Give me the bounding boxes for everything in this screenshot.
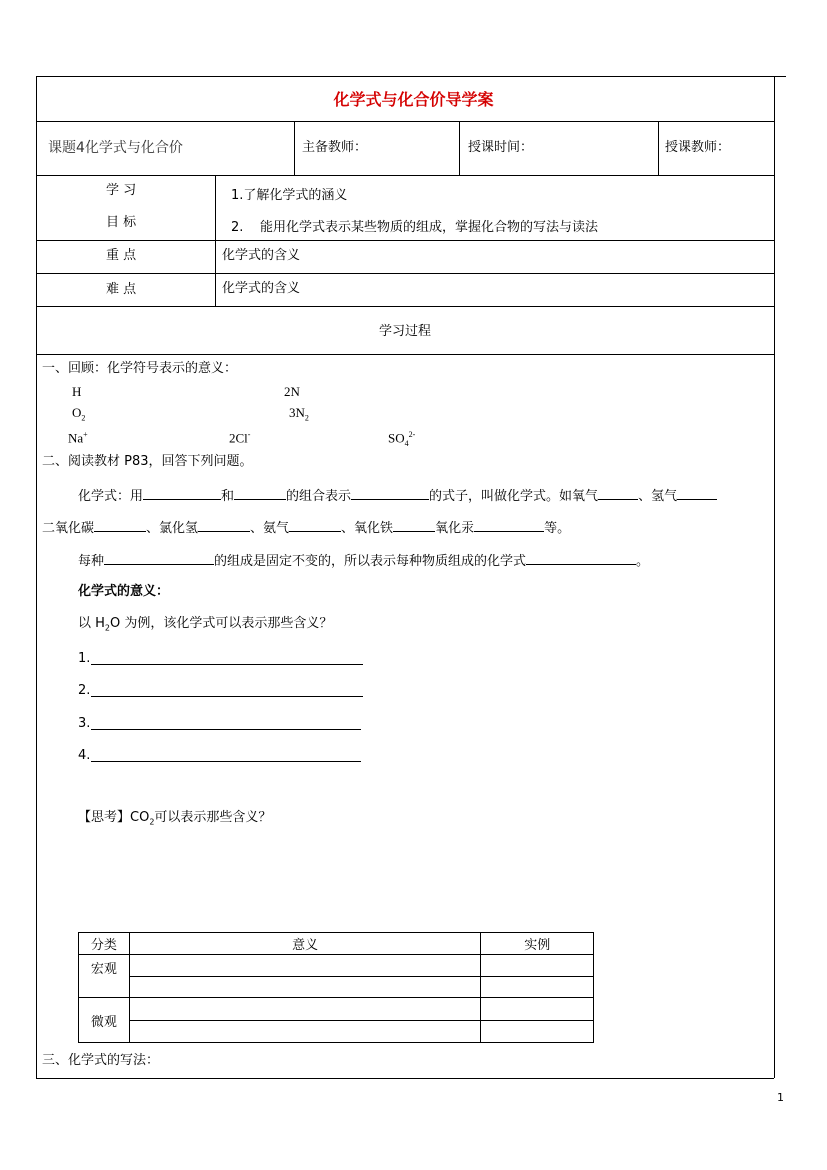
subscript: 2 (104, 623, 111, 633)
text-fragment: 的式子，叫做化学式。如氧气 (429, 489, 599, 504)
row-divider (36, 354, 774, 355)
goal-item-2-num: 2. (231, 220, 244, 235)
fill-blank[interactable] (526, 551, 636, 565)
fill-blank[interactable] (598, 486, 638, 500)
text-fragment: 。 (636, 554, 650, 569)
topic-label: 课题4化学式与化合价 (48, 140, 183, 156)
row-divider (36, 175, 774, 176)
key-point-label: 重 点 (106, 248, 137, 263)
text-fragment: 【思考】CO (78, 810, 150, 825)
symbol-text: SO (388, 430, 405, 446)
answer-number-3: 3. (78, 716, 91, 731)
table-cell[interactable] (481, 977, 594, 998)
answer-line-2[interactable] (91, 696, 363, 697)
row-label-macro: 宏观 (79, 955, 130, 998)
text-fragment: 、氢气 (638, 489, 678, 504)
text-fragment: 、氧化铁 (341, 521, 394, 536)
symbol-2Cl (229, 427, 250, 446)
fill-blank[interactable] (94, 518, 146, 532)
paragraph-chemical-formula (78, 486, 717, 505)
row-divider (36, 240, 774, 241)
process-title: 学习过程 (378, 324, 431, 339)
symbol-2N: 2N (284, 384, 300, 399)
subscript: 4 (404, 438, 409, 448)
row-divider (36, 273, 774, 274)
fill-blank[interactable] (351, 486, 429, 500)
goal-item-1: 1.了解化学式的涵义 (231, 188, 348, 203)
table-cell[interactable] (129, 955, 481, 977)
text-fragment: O 为例，该化学式可以表示那些含义？ (110, 616, 333, 631)
symbol-3N2 (289, 405, 309, 427)
answer-number-2: 2. (78, 683, 91, 698)
text-fragment: 可以表示那些含义？ (154, 810, 272, 825)
row-label-micro: 微观 (79, 998, 130, 1043)
symbol-text: Na (68, 430, 84, 446)
text-fragment: 每种 (78, 554, 105, 569)
col-divider (459, 121, 460, 175)
page-title: 化学式与化合价导学案 (333, 90, 494, 109)
col-divider (294, 121, 295, 175)
frame-right (774, 76, 775, 1078)
text-fragment: 、氯化氢 (146, 521, 199, 536)
frame-bottom (36, 1078, 774, 1079)
text-fragment: 二氧化碳 (42, 521, 95, 536)
table-cell[interactable] (129, 977, 481, 998)
teacher-label: 授课教师： (665, 140, 731, 155)
symbol-SO4 (388, 427, 415, 452)
subscript: 2 (81, 413, 86, 423)
text-fragment: 氧化汞 (435, 521, 475, 536)
table-cell[interactable] (129, 1021, 481, 1043)
goals-label-1: 学 习 (106, 183, 137, 198)
classification-table (78, 932, 594, 1043)
think-question (78, 810, 271, 831)
section3-heading: 三、化学式的写法： (42, 1053, 160, 1068)
answer-number-4: 4. (78, 748, 91, 763)
text-fragment: 化学式：用 (78, 489, 144, 504)
frame-top (36, 76, 786, 77)
text-fragment: 和 (221, 489, 235, 504)
fill-blank[interactable] (143, 486, 221, 500)
fill-blank[interactable] (104, 551, 214, 565)
page-number: 1 (777, 1091, 784, 1104)
difficulty-label: 难 点 (106, 282, 137, 297)
fill-blank[interactable] (289, 518, 341, 532)
text-fragment: 以 H (78, 616, 105, 631)
lead-teacher-label: 主备教师： (302, 140, 368, 155)
difficulty-text: 化学式的含义 (222, 281, 301, 296)
col-divider (658, 121, 659, 175)
table-header: 分类 (79, 933, 130, 955)
meaning-heading: 化学式的意义： (78, 584, 170, 599)
fill-blank[interactable] (474, 518, 544, 532)
row-divider (36, 121, 774, 122)
symbol-text: 3N (289, 405, 305, 420)
table-header: 实例 (481, 933, 594, 955)
example-h2o (78, 616, 332, 637)
symbol-text: O (72, 405, 82, 420)
symbol-Na (68, 427, 88, 446)
text-fragment: 的组合表示 (286, 489, 352, 504)
text-fragment: 、氨气 (250, 521, 290, 536)
subscript: 2 (149, 817, 155, 827)
table-cell[interactable] (129, 998, 481, 1021)
key-point-text: 化学式的含义 (222, 248, 301, 263)
fill-blank[interactable] (198, 518, 250, 532)
fill-blank[interactable] (677, 486, 717, 500)
answer-line-4[interactable] (91, 761, 361, 762)
answer-line-3[interactable] (91, 729, 361, 730)
answer-line-1[interactable] (91, 664, 363, 665)
goal-item-2: 能用化学式表示某些物质的组成，掌握化合物的写法与读法 (260, 220, 599, 235)
row-divider (36, 306, 774, 307)
fill-blank[interactable] (234, 486, 286, 500)
section1-heading: 一、回顾：化学符号表示的意义： (42, 361, 238, 376)
text-fragment: 的组成是固定不变的，所以表示每种物质组成的化学式 (214, 554, 527, 569)
superscript: - (247, 430, 251, 439)
subscript: 2 (304, 413, 309, 423)
paragraph-compounds (42, 518, 570, 537)
symbol-O2 (72, 405, 85, 427)
fill-blank[interactable] (393, 518, 435, 532)
frame-left (36, 76, 37, 1078)
goals-label-2: 目 标 (106, 215, 137, 230)
table-cell[interactable] (481, 955, 594, 977)
superscript: + (83, 430, 88, 439)
superscript: 2- (408, 430, 416, 439)
answer-number-1: 1. (78, 651, 91, 666)
table-cell[interactable] (481, 1021, 594, 1043)
table-header: 意义 (129, 933, 481, 955)
symbol-text: 2Cl (229, 430, 248, 446)
text-fragment: 等。 (544, 521, 571, 536)
symbol-H: H (72, 384, 82, 399)
class-time-label: 授课时间： (468, 140, 534, 155)
table-cell[interactable] (481, 998, 594, 1021)
section2-heading: 二、阅读教材 P83，回答下列问题。 (42, 454, 253, 469)
paragraph-composition (78, 551, 649, 570)
